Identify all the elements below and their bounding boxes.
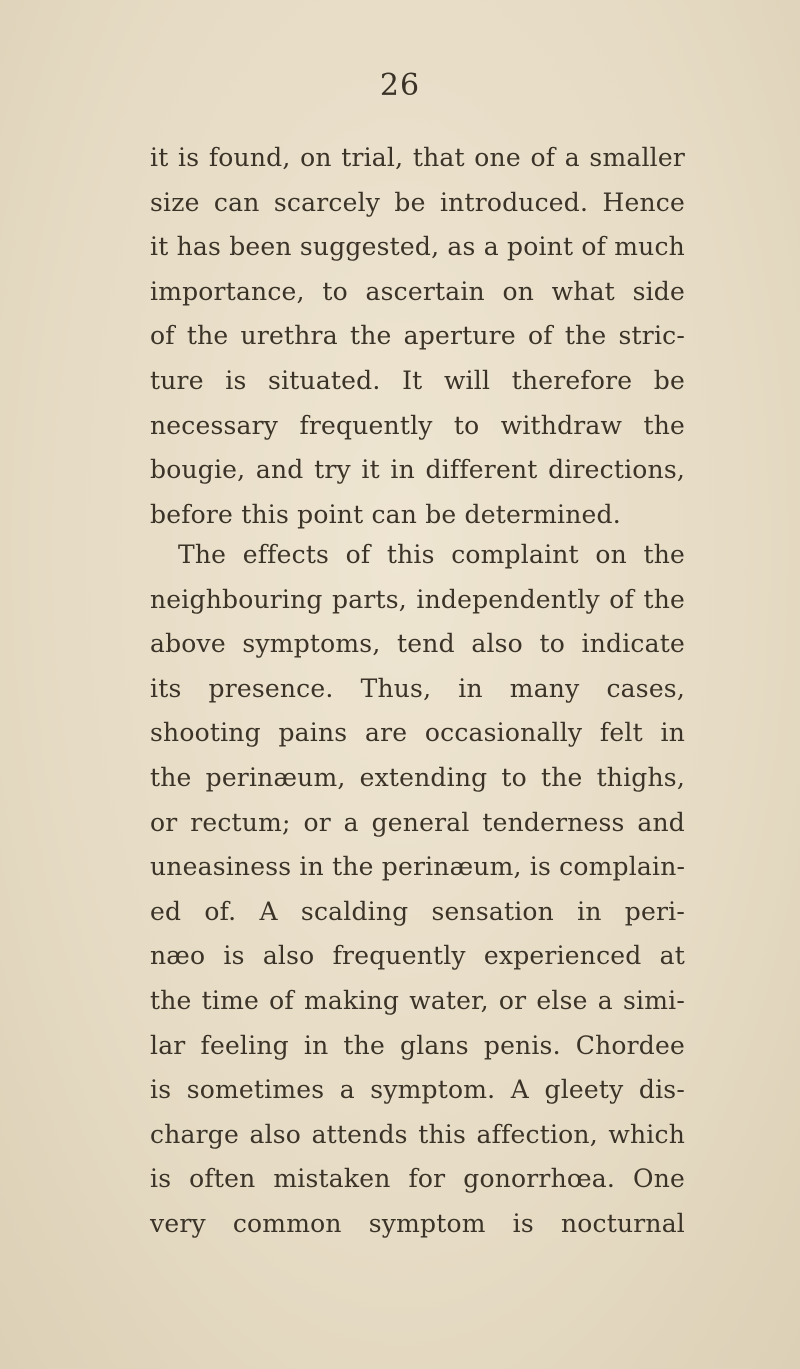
text-line: shooting pains are occasionally felt in xyxy=(150,718,685,748)
page-number: 26 xyxy=(379,68,421,103)
text-line: importance, to ascertain on what side xyxy=(150,276,685,306)
paragraph-1 xyxy=(150,136,685,537)
text-line: it has been suggested, as a point of much xyxy=(150,232,685,262)
text-line: ed of. A scalding sensation in peri- xyxy=(150,896,685,926)
text-line: The effects of this complaint on the xyxy=(178,540,685,569)
text-line: lar feeling in the glans penis. Chordee xyxy=(150,1030,685,1060)
paragraph-2 xyxy=(150,533,685,1247)
text-line: size can scarcely be introduced. Hence xyxy=(150,187,685,217)
text-line: it is found, on trial, that one of a smaller xyxy=(150,143,685,172)
text-line: above symptoms, tend also to indicate xyxy=(150,629,685,659)
text-line: is sometimes a symptom. A gleety dis- xyxy=(150,1075,685,1105)
text-line: bougie, and try it in different directions, xyxy=(150,455,685,485)
text-line: necessary frequently to withdraw the xyxy=(150,410,685,440)
text-line: of the urethra the aperture of the stric- xyxy=(150,321,685,351)
text-line: before this point can be determined. xyxy=(150,499,621,529)
text-line: or rectum; or a general tenderness and xyxy=(150,807,685,837)
text-line: the perinæum, extending to the thighs, xyxy=(150,762,685,792)
text-line: næo is also frequently experienced at xyxy=(150,941,685,971)
text-line: is often mistaken for gonorrhœa. One xyxy=(150,1164,685,1194)
text-line: charge also attends this affection, which xyxy=(150,1119,685,1149)
text-line: ture is situated. It will therefore be xyxy=(150,365,685,395)
text-line: very common symptom is nocturnal xyxy=(150,1208,685,1238)
text-line: its presence. Thus, in many cases, xyxy=(150,673,685,703)
text-line: uneasiness in the perinæum, is complain- xyxy=(150,852,686,882)
text-line: neighbouring parts, independently of the xyxy=(150,584,685,614)
text-line: the time of making water, or else a simi- xyxy=(150,985,685,1015)
